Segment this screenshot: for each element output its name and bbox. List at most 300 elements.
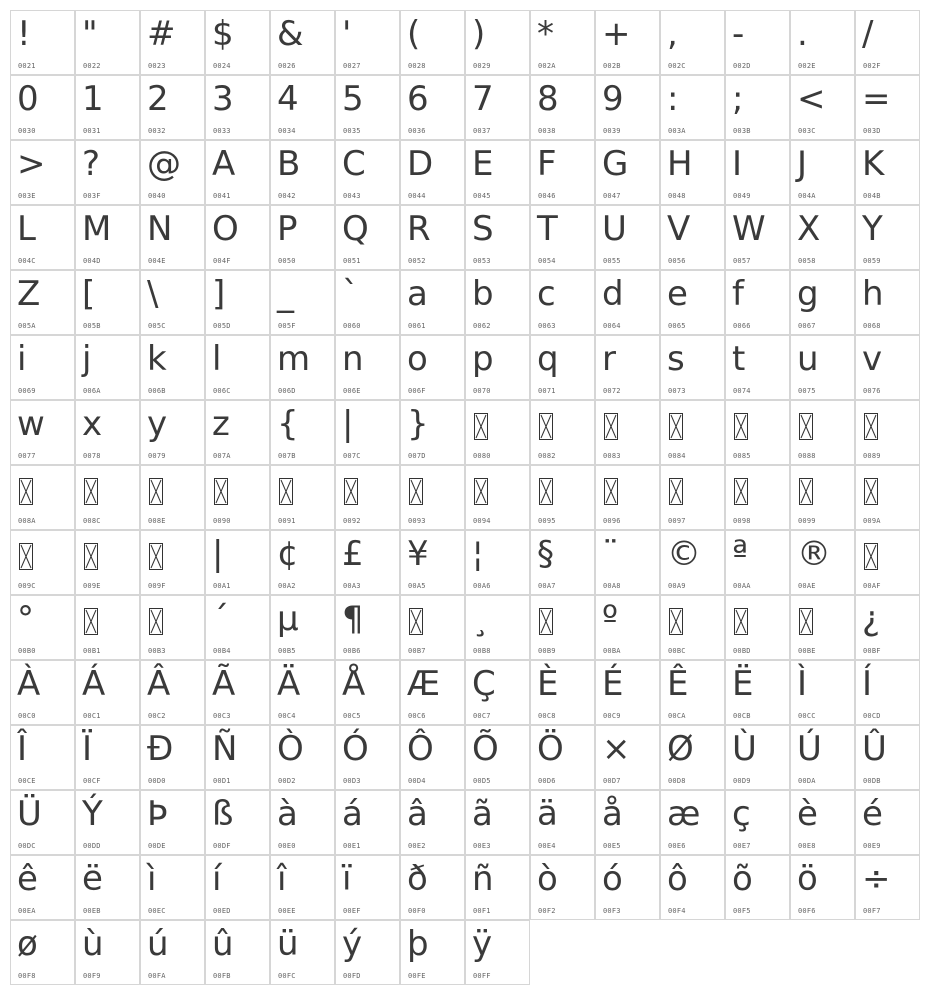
glyph-cell	[205, 855, 270, 920]
glyph-codepoint: 005C	[148, 322, 166, 330]
glyph-codepoint: 00CE	[18, 777, 36, 785]
glyph-cell	[660, 855, 725, 920]
glyph-codepoint: 0023	[148, 62, 166, 70]
glyph-cell	[790, 140, 855, 205]
glyph-codepoint: 0082	[538, 452, 556, 460]
glyph-sample: }	[407, 404, 429, 444]
glyph-codepoint: 00C5	[343, 712, 361, 720]
glyph-cell	[790, 335, 855, 400]
glyph-codepoint: 0099	[798, 517, 816, 525]
glyph-cell	[465, 75, 530, 140]
glyph-codepoint: 00C2	[148, 712, 166, 720]
glyph-codepoint: 0073	[668, 387, 686, 395]
glyph-codepoint: 0051	[343, 257, 361, 265]
glyph-sample: 1	[82, 79, 104, 119]
glyph-cell	[400, 465, 465, 530]
glyph-cell	[595, 205, 660, 270]
glyph-sample: (	[407, 14, 421, 54]
glyph-cell	[10, 205, 75, 270]
glyph-cell	[530, 790, 595, 855]
glyph-sample: 0	[17, 79, 39, 119]
glyph-sample: Î	[17, 729, 28, 769]
glyph-sample: l	[212, 339, 222, 379]
glyph-cell	[75, 10, 140, 75]
glyph-cell	[400, 855, 465, 920]
glyph-codepoint: 0057	[733, 257, 751, 265]
box-x-icon	[799, 413, 813, 440]
glyph-sample: ?	[82, 144, 101, 184]
glyph-cell	[595, 855, 660, 920]
glyph-codepoint: 0085	[733, 452, 751, 460]
glyph-sample: â	[407, 794, 428, 834]
glyph-codepoint: 0069	[18, 387, 36, 395]
glyph-sample: f	[732, 274, 744, 314]
glyph-cell	[205, 660, 270, 725]
glyph-cell	[205, 725, 270, 790]
glyph-codepoint: 00EF	[343, 907, 361, 915]
glyph-cell	[270, 10, 335, 75]
glyph-codepoint: 00AE	[798, 582, 816, 590]
glyph-sample: A	[212, 144, 236, 184]
glyph-cell	[530, 400, 595, 465]
glyph-codepoint: 003A	[668, 127, 686, 135]
glyph-sample: á	[342, 794, 363, 834]
glyph-cell	[595, 335, 660, 400]
glyph-sample: g	[797, 274, 819, 314]
glyph-cell	[530, 335, 595, 400]
glyph-cell	[530, 465, 595, 530]
glyph-codepoint: 00B7	[408, 647, 426, 655]
glyph-sample: 8	[537, 79, 559, 119]
glyph-codepoint: 0074	[733, 387, 751, 395]
glyph-cell	[205, 790, 270, 855]
glyph-cell	[790, 725, 855, 790]
glyph-sample: È	[537, 664, 559, 704]
glyph-sample: +	[602, 14, 631, 54]
glyph-cell	[335, 595, 400, 660]
glyph-sample: `	[342, 274, 359, 314]
glyph-cell	[270, 725, 335, 790]
glyph-codepoint: 0032	[148, 127, 166, 135]
glyph-cell	[465, 140, 530, 205]
glyph-sample: ¥	[407, 534, 429, 574]
glyph-codepoint: 0094	[473, 517, 491, 525]
glyph-codepoint: 0065	[668, 322, 686, 330]
glyph-codepoint: 00DD	[83, 842, 101, 850]
glyph-codepoint: 0038	[538, 127, 556, 135]
glyph-sample: w	[17, 404, 45, 444]
glyph-codepoint: 00B1	[83, 647, 101, 655]
glyph-cell	[335, 465, 400, 530]
glyph-codepoint: 0024	[213, 62, 231, 70]
glyph-sample: *	[537, 14, 554, 54]
glyph-codepoint: 008E	[148, 517, 166, 525]
glyph-cell	[75, 530, 140, 595]
glyph-cell	[725, 855, 790, 920]
glyph-codepoint: 0092	[343, 517, 361, 525]
glyph-codepoint: 0033	[213, 127, 231, 135]
glyph-sample: ã	[472, 794, 493, 834]
glyph-cell	[725, 75, 790, 140]
glyph-sample: ê	[17, 859, 38, 899]
glyph-codepoint: 002A	[538, 62, 556, 70]
box-x-icon	[669, 608, 683, 635]
glyph-codepoint: 002B	[603, 62, 621, 70]
glyph-cell	[140, 205, 205, 270]
glyph-sample: Y	[862, 209, 883, 249]
glyph-codepoint: 008C	[83, 517, 101, 525]
glyph-codepoint: 00D2	[278, 777, 296, 785]
box-x-icon	[409, 608, 423, 635]
glyph-cell	[465, 855, 530, 920]
glyph-cell	[465, 530, 530, 595]
glyph-codepoint: 0080	[473, 452, 491, 460]
glyph-codepoint: 00FF	[473, 972, 491, 980]
glyph-codepoint: 00E1	[343, 842, 361, 850]
glyph-cell	[10, 270, 75, 335]
box-x-icon	[19, 478, 33, 505]
glyph-sample: ä	[537, 794, 558, 834]
glyph-codepoint: 006A	[83, 387, 101, 395]
box-x-icon	[864, 478, 878, 505]
glyph-sample: 2	[147, 79, 169, 119]
glyph-cell	[335, 140, 400, 205]
glyph-sample: H	[667, 144, 693, 184]
glyph-sample: î	[277, 859, 287, 899]
glyph-cell	[335, 790, 400, 855]
glyph-codepoint: 0035	[343, 127, 361, 135]
glyph-cell	[790, 465, 855, 530]
glyph-codepoint: 005F	[278, 322, 296, 330]
box-x-icon	[539, 608, 553, 635]
glyph-codepoint: 004A	[798, 192, 816, 200]
glyph-cell	[335, 10, 400, 75]
glyph-codepoint: 0044	[408, 192, 426, 200]
box-x-icon	[149, 608, 163, 635]
glyph-codepoint: 0084	[668, 452, 686, 460]
glyph-cell	[400, 335, 465, 400]
glyph-sample: ª	[732, 534, 749, 574]
glyph-codepoint: 002C	[668, 62, 686, 70]
glyph-cell	[660, 790, 725, 855]
glyph-cell	[465, 335, 530, 400]
glyph-cell	[530, 205, 595, 270]
glyph-sample: Á	[82, 664, 106, 704]
glyph-sample: F	[537, 144, 557, 184]
glyph-codepoint: 007A	[213, 452, 231, 460]
glyph-codepoint: 0078	[83, 452, 101, 460]
glyph-codepoint: 008A	[18, 517, 36, 525]
glyph-codepoint: 0089	[863, 452, 881, 460]
glyph-cell	[530, 855, 595, 920]
glyph-cell	[725, 205, 790, 270]
glyph-codepoint: 00A9	[668, 582, 686, 590]
glyph-codepoint: 0096	[603, 517, 621, 525]
glyph-cell	[400, 725, 465, 790]
box-x-icon	[539, 413, 553, 440]
glyph-cell	[335, 920, 400, 985]
glyph-sample: Z	[17, 274, 41, 314]
glyph-codepoint: 0059	[863, 257, 881, 265]
glyph-codepoint: 0027	[343, 62, 361, 70]
glyph-codepoint: 002E	[798, 62, 816, 70]
glyph-sample: 9	[602, 79, 624, 119]
glyph-cell	[75, 205, 140, 270]
glyph-codepoint: 0063	[538, 322, 556, 330]
glyph-sample: ©	[667, 534, 701, 574]
glyph-codepoint: 002D	[733, 62, 751, 70]
box-x-icon	[539, 478, 553, 505]
glyph-cell	[10, 920, 75, 985]
glyph-cell	[725, 400, 790, 465]
glyph-cell	[465, 790, 530, 855]
glyph-codepoint: 00C0	[18, 712, 36, 720]
glyph-codepoint: 00C4	[278, 712, 296, 720]
glyph-cell	[790, 660, 855, 725]
glyph-sample: !	[17, 14, 31, 54]
glyph-codepoint: 00D9	[733, 777, 751, 785]
glyph-codepoint: 0039	[603, 127, 621, 135]
glyph-cell	[205, 335, 270, 400]
glyph-codepoint: 00C8	[538, 712, 556, 720]
glyph-codepoint: 00B6	[343, 647, 361, 655]
glyph-cell	[205, 530, 270, 595]
glyph-sample: à	[277, 794, 298, 834]
glyph-sample: E	[472, 144, 494, 184]
glyph-codepoint: 00B3	[148, 647, 166, 655]
glyph-sample: 6	[407, 79, 429, 119]
glyph-cell	[465, 595, 530, 660]
glyph-codepoint: 006F	[408, 387, 426, 395]
glyph-sample: c	[537, 274, 556, 314]
glyph-codepoint: 009F	[148, 582, 166, 590]
glyph-cell	[335, 855, 400, 920]
glyph-cell	[595, 140, 660, 205]
glyph-codepoint: 0072	[603, 387, 621, 395]
glyph-cell	[595, 595, 660, 660]
glyph-cell	[140, 855, 205, 920]
glyph-cell	[530, 595, 595, 660]
glyph-cell	[10, 75, 75, 140]
glyph-cell	[530, 660, 595, 725]
box-x-icon	[474, 413, 488, 440]
glyph-sample: K	[862, 144, 885, 184]
glyph-codepoint: 00CD	[863, 712, 881, 720]
box-x-icon	[409, 478, 423, 505]
glyph-codepoint: 00F4	[668, 907, 686, 915]
glyph-codepoint: 0088	[798, 452, 816, 460]
glyph-cell	[10, 660, 75, 725]
glyph-sample: Æ	[407, 664, 441, 704]
glyph-codepoint: 0029	[473, 62, 491, 70]
glyph-codepoint: 0037	[473, 127, 491, 135]
glyph-cell	[725, 530, 790, 595]
glyph-sample: ,	[667, 14, 678, 54]
glyph-cell	[855, 335, 920, 400]
glyph-codepoint: 00D6	[538, 777, 556, 785]
glyph-sample: t	[732, 339, 746, 379]
glyph-sample: C	[342, 144, 366, 184]
glyph-cell	[465, 400, 530, 465]
glyph-sample: ×	[602, 729, 631, 769]
glyph-codepoint: 0055	[603, 257, 621, 265]
glyph-cell	[270, 660, 335, 725]
glyph-sample: Ó	[342, 729, 369, 769]
glyph-sample: .	[797, 14, 808, 54]
glyph-cell	[855, 270, 920, 335]
glyph-sample: =	[862, 79, 891, 119]
glyph-sample: ð	[407, 859, 428, 899]
glyph-codepoint: 006C	[213, 387, 231, 395]
glyph-codepoint: 00D4	[408, 777, 426, 785]
glyph-sample: _	[277, 274, 294, 314]
glyph-codepoint: 007C	[343, 452, 361, 460]
glyph-sample: ¢	[277, 534, 299, 574]
glyph-cell	[790, 10, 855, 75]
glyph-codepoint: 0036	[408, 127, 426, 135]
glyph-cell	[660, 660, 725, 725]
glyph-sample: è	[797, 794, 818, 834]
glyph-sample: L	[17, 209, 36, 249]
glyph-cell	[855, 530, 920, 595]
glyph-cell	[75, 920, 140, 985]
glyph-cell	[205, 465, 270, 530]
glyph-sample: Ô	[407, 729, 434, 769]
glyph-cell	[140, 920, 205, 985]
glyph-codepoint: 0071	[538, 387, 556, 395]
glyph-sample: ¦	[472, 534, 484, 574]
glyph-sample: í	[212, 859, 222, 899]
glyph-codepoint: 009A	[863, 517, 881, 525]
glyph-cell	[595, 725, 660, 790]
glyph-cell	[400, 205, 465, 270]
glyph-sample: q	[537, 339, 559, 379]
glyph-sample: 3	[212, 79, 234, 119]
glyph-codepoint: 00BA	[603, 647, 621, 655]
glyph-sample: ç	[732, 794, 751, 834]
box-x-icon	[669, 413, 683, 440]
glyph-sample: µ	[277, 599, 299, 639]
glyph-sample: ¨	[602, 534, 619, 574]
glyph-cell	[660, 465, 725, 530]
glyph-cell	[725, 270, 790, 335]
glyph-cell	[725, 725, 790, 790]
glyph-cell	[10, 140, 75, 205]
glyph-cell	[140, 660, 205, 725]
glyph-codepoint: 0041	[213, 192, 231, 200]
glyph-codepoint: 00E4	[538, 842, 556, 850]
glyph-cell	[855, 790, 920, 855]
glyph-sample: ;	[732, 79, 744, 119]
glyph-sample: 4	[277, 79, 299, 119]
glyph-codepoint: 00F6	[798, 907, 816, 915]
glyph-cell	[335, 270, 400, 335]
glyph-cell	[660, 335, 725, 400]
glyph-codepoint: 00DF	[213, 842, 231, 850]
glyph-sample: a	[407, 274, 428, 314]
glyph-cell	[530, 10, 595, 75]
glyph-cell	[465, 205, 530, 270]
glyph-sample: X	[797, 209, 821, 249]
glyph-cell	[140, 335, 205, 400]
glyph-cell	[270, 205, 335, 270]
glyph-cell	[725, 465, 790, 530]
glyph-cell	[790, 790, 855, 855]
glyph-codepoint: 00C7	[473, 712, 491, 720]
glyph-cell	[595, 10, 660, 75]
box-x-icon	[84, 608, 98, 635]
glyph-codepoint: 0052	[408, 257, 426, 265]
glyph-codepoint: 00A8	[603, 582, 621, 590]
glyph-sample: ò	[537, 859, 558, 899]
glyph-sample: Ú	[797, 729, 822, 769]
glyph-sample: )	[472, 14, 486, 54]
glyph-sample: B	[277, 144, 301, 184]
glyph-codepoint: 0058	[798, 257, 816, 265]
glyph-cell	[595, 465, 660, 530]
glyph-cell	[400, 270, 465, 335]
glyph-cell	[335, 725, 400, 790]
glyph-codepoint: 00AF	[863, 582, 881, 590]
glyph-codepoint: 00E2	[408, 842, 426, 850]
glyph-cell	[205, 75, 270, 140]
glyph-cell	[75, 270, 140, 335]
glyph-sample: Å	[342, 664, 366, 704]
glyph-sample: Ø	[667, 729, 694, 769]
glyph-cell	[140, 75, 205, 140]
glyph-cell	[205, 595, 270, 660]
glyph-sample: {	[277, 404, 299, 444]
glyph-codepoint: 0070	[473, 387, 491, 395]
glyph-sample: V	[667, 209, 691, 249]
glyph-cell	[855, 465, 920, 530]
glyph-codepoint: 0030	[18, 127, 36, 135]
box-x-icon	[734, 478, 748, 505]
glyph-codepoint: 00CC	[798, 712, 816, 720]
glyph-cell	[140, 595, 205, 660]
glyph-codepoint: 00FE	[408, 972, 426, 980]
glyph-cell	[75, 465, 140, 530]
glyph-cell	[790, 530, 855, 595]
glyph-codepoint: 007D	[408, 452, 426, 460]
glyph-codepoint: 0028	[408, 62, 426, 70]
glyph-codepoint: 00ED	[213, 907, 231, 915]
glyph-codepoint: 0053	[473, 257, 491, 265]
glyph-sample: |	[342, 404, 354, 444]
glyph-cell	[660, 725, 725, 790]
glyph-sample: &	[277, 14, 304, 54]
glyph-sample: >	[17, 144, 46, 184]
glyph-cell	[205, 920, 270, 985]
glyph-cell	[660, 400, 725, 465]
glyph-sample: U	[602, 209, 627, 249]
glyph-codepoint: 009C	[18, 582, 36, 590]
glyph-cell	[660, 205, 725, 270]
glyph-cell	[205, 400, 270, 465]
glyph-codepoint: 0061	[408, 322, 426, 330]
glyph-cell	[335, 335, 400, 400]
glyph-codepoint: 00D7	[603, 777, 621, 785]
box-x-icon	[149, 478, 163, 505]
glyph-sample: y	[147, 404, 168, 444]
glyph-cell	[10, 10, 75, 75]
box-x-icon	[734, 608, 748, 635]
glyph-cell	[270, 335, 335, 400]
glyph-codepoint: 00E6	[668, 842, 686, 850]
glyph-sample: ÿ	[472, 924, 493, 964]
glyph-codepoint: 00CA	[668, 712, 686, 720]
glyph-cell	[725, 10, 790, 75]
